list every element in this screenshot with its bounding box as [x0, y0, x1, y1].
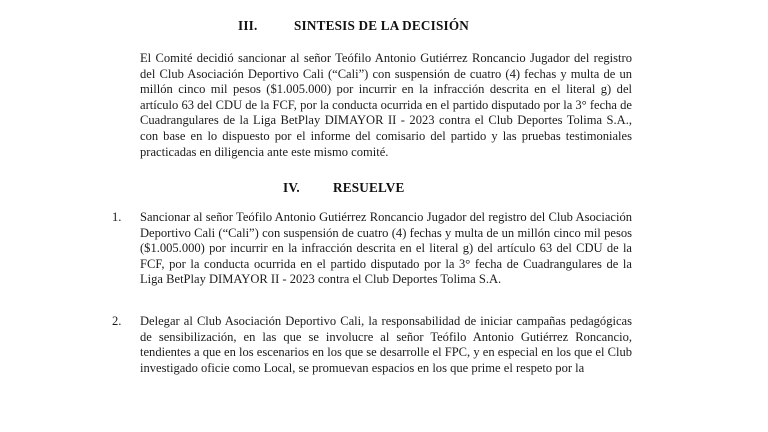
section-heading-synthesis — [238, 18, 469, 34]
section-numeral-synthesis: III. — [238, 18, 258, 33]
section-heading-resolution — [283, 180, 404, 196]
section-caption-resolution: RESUELVE — [333, 180, 405, 195]
section-numeral-resolution: IV. — [283, 180, 300, 195]
list-item-text: Delegar al Club Asociación Deportivo Cali, la responsabilidad de iniciar campañas pedagógicas de sensibilización, en las que se involucre al señor Teófilo Antonio Gutiérrez Roncancio, tendientes a que en los escenarios en los que se desarrolle el FPC, y en especial en los que el Club investigado oficie como Local, se promuevan espacios en los que prime el respeto por la — [140, 314, 632, 375]
synthesis-paragraph: El Comité decidió sancionar al señor Teófilo Antonio Gutiérrez Roncancio Jugador del registro del Club Asociación Deportivo Cali (“Cali”) con suspensión de cuatro (4) fechas y multa de un millón cinco mil pesos ($1.005.000) por incurrir en la infracción descrita en el literal g) del artículo 63 del CDU de la FCF, por la conducta ocurrida en el partido disputado por la 3° fecha de Cuadrangulares de la Liga BetPlay DIMAYOR II - 2023 contra el Club Deportes Tolima S.A., con base en lo dispuesto por el informe del comisario del partido y las pruebas testimoniales practicadas en diligencia ante este mismo comité. — [140, 51, 632, 159]
list-item — [112, 210, 632, 288]
section-caption-synthesis: SINTESIS DE LA DECISIÓN — [294, 18, 470, 33]
list-item-marker: 2. — [112, 314, 122, 328]
list-item-marker: 1. — [112, 210, 122, 224]
list-item-text: Sancionar al señor Teófilo Antonio Gutiérrez Roncancio Jugador del registro del Club Asociación Deportivo Cali (“Cali”) con suspensión de cuatro (4) fechas y multa de un millón cinco mil pesos ($1.005.000) por incurrir en la infracción descrita en el literal g) del artículo 63 del CDU de la FCF, por la conducta ocurrida en el partido disputado por la 3° fecha de Cuadrangulares de la Liga BetPlay DIMAYOR II - 2023 contra el Club Deportes Tolima S.A. — [140, 210, 632, 287]
list-item — [112, 314, 632, 376]
